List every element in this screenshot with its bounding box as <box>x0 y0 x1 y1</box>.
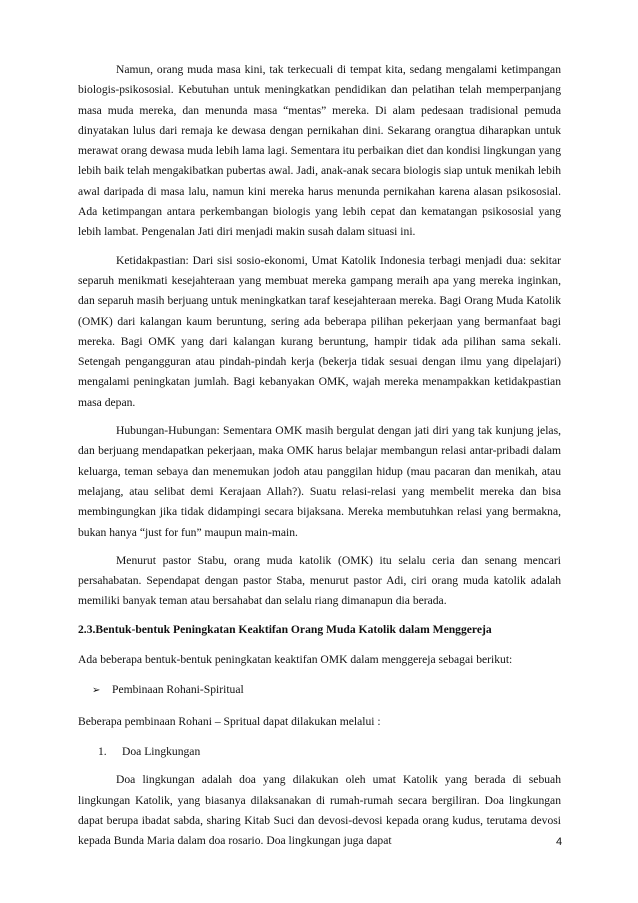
page-number: 4 <box>556 836 563 848</box>
page-content <box>78 60 561 859</box>
section-heading: 2.3.Bentuk-bentuk Peningkatan Keaktifan Orang Muda Katolik dalam Menggereja <box>78 622 492 636</box>
paragraph-ketimpangan: Namun, orang muda masa kini, tak terkecuali di tempat kita, sedang mengalami ketimpangan biologis-psikososial. Kebutuhan untuk meningkatkan pendidikan dan pelatihan telah memperpanjang masa muda mereka, dan menunda masa “mentas” mereka. Di alam pedesaan tradisional pemuda dinyatakan lulus dari remaja ke dewasa dengan pernikahan dini. Sekarang orangtua diharapkan untuk merawat orang dewasa muda lebih lama lagi. Sementara itu perbaikan diet dan kondisi lingkungan yang lebih baik telah mengakibatkan pubertas awal. Jadi, anak-anak secara biologis siap untuk menikah lebih awal daripada di masa lalu, namun kini mereka harus menunda pernikahan karena alasan psikososial. Ada ketimpangan antara perkembangan biologis yang lebih cepat dan kematangan psikososial yang lebih lambat. Pengenalan Jati diri menjadi makin susah dalam situasi ini. <box>78 63 561 239</box>
paragraph-hubungan: Hubungan-Hubungan: Sementara OMK masih bergulat dengan jati diri yang tak kunjung jelas, dan berjuang mendapatkan pekerjaan, maka OMK harus belajar membangun relasi antar-pribadi dalam keluarga, teman sebaya dan menemukan jodoh atau panggilan hidup (mau pacaran dan menikah, atau melajang, atau selibat demi Kerajaan Allah?). Suatu relasi-relasi yang membelit mereka dan bisa membingungkan jika tidak didampingi secara bijaksana. Mereka membutuhkan relasi yang bermakna, bukan hanya “just for fun” maupun main-main. <box>78 424 561 539</box>
arrow-bullet-icon: ➢ <box>92 685 101 697</box>
numbered-item <box>98 742 561 762</box>
item-text: Doa Lingkungan <box>122 744 201 758</box>
item-number: 1. <box>98 744 107 758</box>
paragraph-ketidakpastian: Ketidakpastian: Dari sisi sosio-ekonomi, Umat Katolik Indonesia terbagi menjadi dua: sekitar separuh menikmati kesejahteraan yang membuat mereka gampang meraih apa yang mereka inginkan, dan separuh masih berjuang untuk meningkatkan taraf kesejahteraan mereka. Bagi Orang Muda Katolik (OMK) dari kalangan kaum beruntung, sering ada beberapa pilihan pekerjaan yang bermanfaat bagi mereka. Bagi OMK yang dari kalangan kurang beruntung, hampir tidak ada pilihan sama sekali. Setengah pengangguran atau pindah-pindah kerja (bekerja tidak sesuai dengan ilmu yang dipelajari) mengalami peningkatan jumlah. Bagi kebanyakan OMK, wajah mereka menampakkan ketidakpastian masa depan. <box>78 253 561 409</box>
paragraph-doa-lingkungan: Doa lingkungan adalah doa yang dilakukan oleh umat Katolik yang berada di sebuah lingkungan Katolik, yang biasanya dilaksanakan di rumah-rumah secara bergiliran. Doa lingkungan dapat berupa ibadat sabda, sharing Kitab Suci dan devosi-devosi kepada orang kudus, terutama devosi kepada Bunda Maria dalam doa rosario. Doa lingkungan juga dapat <box>78 773 561 848</box>
section-intro: Ada beberapa bentuk-bentuk peningkatan keaktifan OMK dalam menggereja sebagai berikut: <box>78 653 513 667</box>
pembinaan-intro: Beberapa pembinaan Rohani – Spritual dapat dilakukan melalui : <box>78 714 381 728</box>
bullet-item <box>92 680 561 701</box>
paragraph-pastor: Menurut pastor Stabu, orang muda katolik (OMK) itu selalu ceria dan senang mencari persahabatan. Sependapat dengan pastor Staba, menurut pastor Adi, ciri orang muda katolik adalah memiliki banyak teman atau bersahabat dan selalu riang dimanapun dia berada. <box>78 553 561 608</box>
bullet-text: Pembinaan Rohani-Spiritual <box>112 683 244 697</box>
